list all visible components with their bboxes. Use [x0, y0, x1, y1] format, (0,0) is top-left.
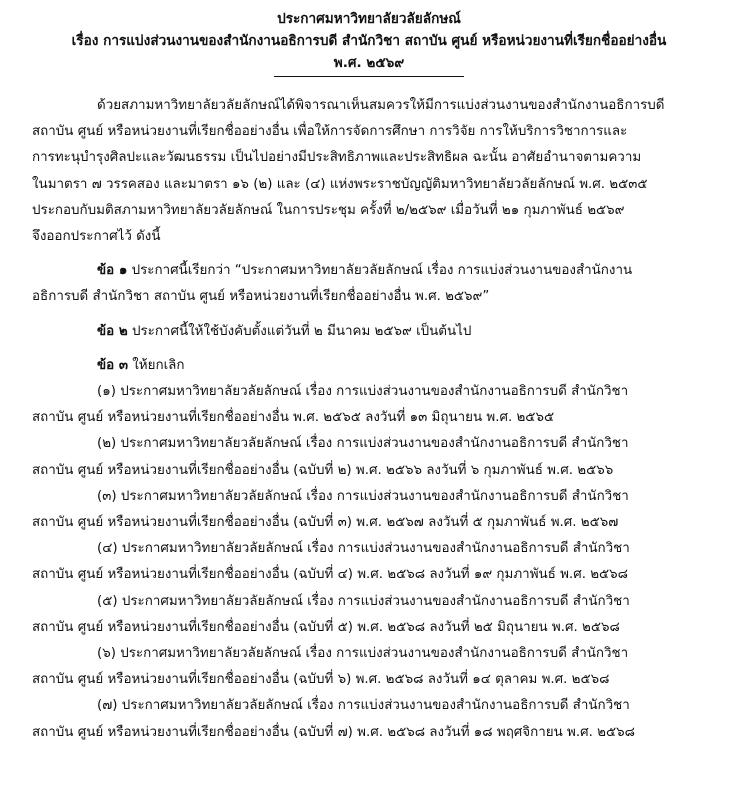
clause-2-text: ประกาศนี้ให้ใช้บังคับตั้งแต่วันที่ ๒ มีนาคม ๒๕๖๙ เป็นต้นไป — [127, 323, 472, 339]
repeal-item-cont: สถาบัน ศูนย์ หรือหน่วยงานที่เรียกชื่ออย่างอื่น (ฉบับที่ ๔) พ.ศ. ๒๕๖๘ ลงวันที่ ๑๙ กุมภาพันธ์ พ.ศ. ๒๕๖๘ — [32, 567, 628, 583]
repeal-item-cont: สถาบัน ศูนย์ หรือหน่วยงานที่เรียกชื่ออย่างอื่น (ฉบับที่ ๖) พ.ศ. ๒๕๖๘ ลงวันที่ ๑๔ ตุลาคม พ.ศ. ๒๕๖๘ — [32, 672, 610, 688]
preamble-line: สถาบัน ศูนย์ หรือหน่วยงานที่เรียกชื่ออย่างอื่น เพื่อให้การจัดการศึกษา การวิจัย การให้บริการวิชาการและ — [32, 124, 628, 140]
clause-3-number: ข้อ ๓ — [97, 357, 129, 373]
clause-1-number: ข้อ ๑ — [97, 263, 128, 279]
clause-3 — [32, 353, 706, 746]
announcement-subject: เรื่อง การแบ่งส่วนงานของสำนักงานอธิการบดี สำนักวิชา สถาบัน ศูนย์ หรือหน่วยงานที่เรียกชื่ออย่างอื่น — [71, 33, 667, 49]
preamble-line: ประกอบกับมติสภามหาวิทยาลัยวลัยลักษณ์ ในการประชุม ครั้งที่ ๒/๒๕๖๙ เมื่อวันที่ ๒๑ กุมภาพันธ์ ๒๕๖๙ — [32, 202, 625, 218]
repeal-item: (๖) ประกาศมหาวิทยาลัยวลัยลักษณ์ เรื่อง การแบ่งส่วนงานของสำนักงานอธิการบดี สำนักวิชา — [97, 646, 629, 662]
repeal-item: (๕) ประกาศมหาวิทยาลัยวลัยลักษณ์ เรื่อง การแบ่งส่วนงานของสำนักงานอธิการบดี สำนักวิชา — [97, 593, 630, 609]
announcement-year: พ.ศ. ๒๕๖๙ — [333, 55, 405, 71]
document-header — [32, 8, 706, 74]
clause-1-text: ประกาศนี้เรียกว่า “ประกาศมหาวิทยาลัยวลัยลักษณ์ เรื่อง การแบ่งส่วนงานของสำนักงาน — [127, 263, 633, 279]
announcement-title: ประกาศมหาวิทยาลัยวลัยลักษณ์ — [277, 11, 461, 27]
preamble-line: จึงออกประกาศไว้ ดังนี้ — [32, 229, 161, 245]
repeal-item-cont: สถาบัน ศูนย์ หรือหน่วยงานที่เรียกชื่ออย่างอื่น พ.ศ. ๒๕๖๕ ลงวันที่ ๑๓ มิถุนายน พ.ศ. ๒๕๖๕ — [32, 410, 555, 426]
preamble-line: การทะนุบำรุงศิลปะและวัฒนธรรม เป็นไปอย่างมีประสิทธิภาพและประสิทธิผล ฉะนั้น อาศัยอำนาจตามความ — [32, 150, 642, 166]
repeal-item: (๓) ประกาศมหาวิทยาลัยวลัยลักษณ์ เรื่อง การแบ่งส่วนงานของสำนักงานอธิการบดี สำนักวิชา — [97, 488, 629, 504]
repeal-item-cont: สถาบัน ศูนย์ หรือหน่วยงานที่เรียกชื่ออย่างอื่น (ฉบับที่ ๕) พ.ศ. ๒๕๖๘ ลงวันที่ ๒๕ มิถุนายน พ.ศ. ๒๕๖๘ — [32, 619, 620, 635]
repeal-item: (๒) ประกาศมหาวิทยาลัยวลัยลักษณ์ เรื่อง การแบ่งส่วนงานของสำนักงานอธิการบดี สำนักวิชา — [97, 436, 629, 452]
clause-2-line — [32, 319, 706, 345]
repeal-item: (๑) ประกาศมหาวิทยาลัยวลัยลักษณ์ เรื่อง การแบ่งส่วนงานของสำนักงานอธิการบดี สำนักวิชา — [97, 384, 629, 400]
repeal-item-cont: สถาบัน ศูนย์ หรือหน่วยงานที่เรียกชื่ออย่างอื่น (ฉบับที่ ๓) พ.ศ. ๒๕๖๗ ลงวันที่ ๕ กุมภาพันธ์ พ.ศ. ๒๕๖๗ — [32, 515, 619, 531]
repeal-item-cont: สถาบัน ศูนย์ หรือหน่วยงานที่เรียกชื่ออย่างอื่น (ฉบับที่ ๗) พ.ศ. ๒๕๖๘ ลงวันที่ ๑๘ พฤศจิกายน พ.ศ. ๒๕๖๘ — [32, 724, 635, 740]
clause-3-text: ให้ยกเลิก — [128, 357, 185, 373]
clause-1 — [32, 258, 706, 310]
repeal-item: (๗) ประกาศมหาวิทยาลัยวลัยลักษณ์ เรื่อง การแบ่งส่วนงานของสำนักงานอธิการบดี สำนักวิชา — [97, 698, 630, 714]
clause-2 — [32, 319, 706, 345]
preamble-line: ด้วยสภามหาวิทยาลัยวลัยลักษณ์ได้พิจารณาเห็นสมควรให้มีการแบ่งส่วนงานของสำนักงานอธิการบดี — [97, 98, 665, 113]
clause-3-line — [32, 353, 706, 379]
preamble — [32, 93, 706, 250]
clause-1-line — [32, 258, 706, 284]
clause-1-line: อธิการบดี สำนักวิชา สถาบัน ศูนย์ หรือหน่วยงานที่เรียกชื่ออย่างอื่น พ.ศ. ๒๕๖๙” — [32, 289, 490, 305]
clause-2-number: ข้อ ๒ — [97, 323, 128, 339]
header-divider — [274, 76, 464, 77]
preamble-line: ในมาตรา ๗ วรรคสอง และมาตรา ๑๖ (๒) และ (๔) แห่งพระราชบัญญัติมหาวิทยาลัยวลัยลักษณ์ พ.ศ. ๒๕๓๕ — [32, 176, 648, 192]
repeal-item: (๔) ประกาศมหาวิทยาลัยวลัยลักษณ์ เรื่อง การแบ่งส่วนงานของสำนักงานอธิการบดี สำนักวิชา — [97, 541, 630, 557]
repeal-item-cont: สถาบัน ศูนย์ หรือหน่วยงานที่เรียกชื่ออย่างอื่น (ฉบับที่ ๒) พ.ศ. ๒๕๖๖ ลงวันที่ ๖ กุมภาพันธ์ พ.ศ. ๒๕๖๖ — [32, 462, 614, 478]
